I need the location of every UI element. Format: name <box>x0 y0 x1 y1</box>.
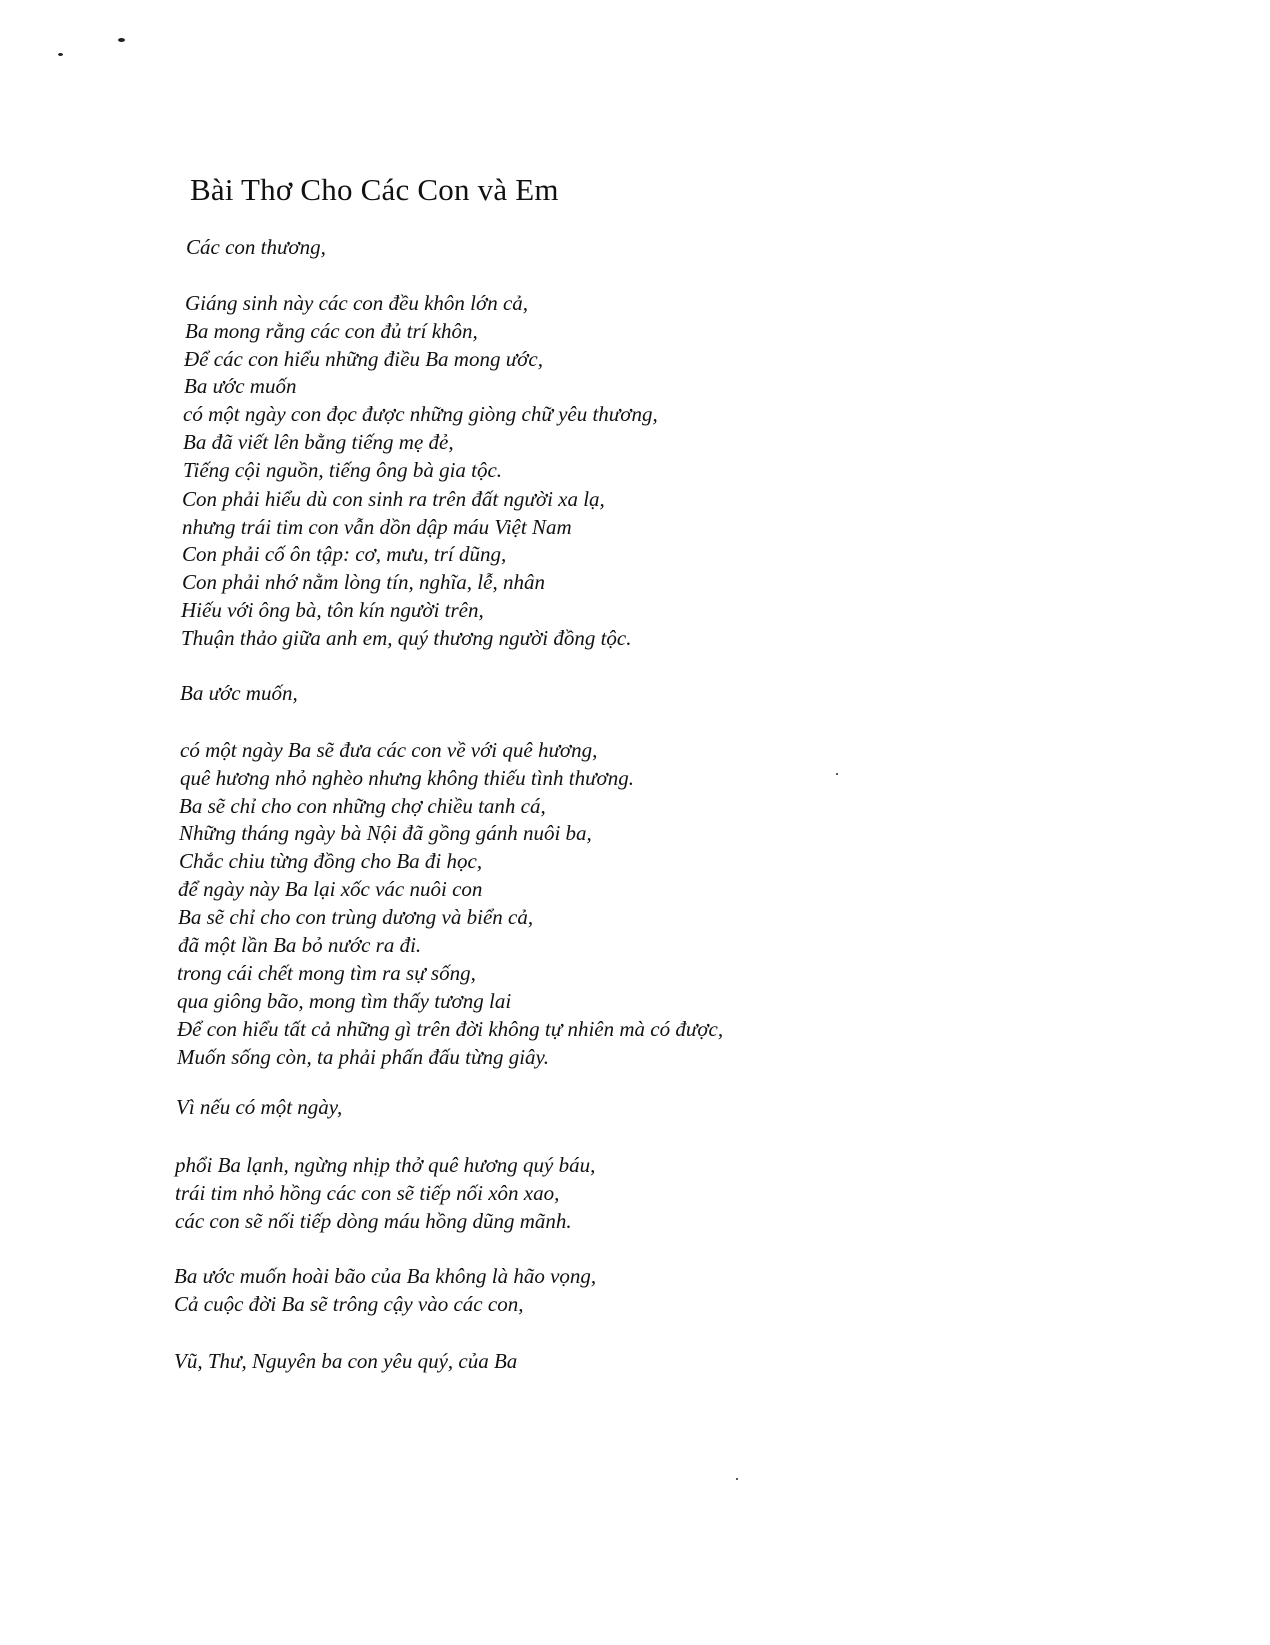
poem-line: Những tháng ngày bà Nội đã gồng gánh nuôi ba, <box>179 821 592 845</box>
poem-line: Tiếng cội nguồn, tiếng ông bà gia tộc. <box>183 458 503 482</box>
poem-line: Thuận thảo giữa anh em, quý thương người đồng tộc. <box>181 626 632 650</box>
poem-line: Con phải nhớ nằm lòng tín, nghĩa, lễ, nhân <box>182 570 545 594</box>
poem-line: quê hương nhỏ nghèo nhưng không thiếu tình thương. <box>180 766 634 790</box>
poem-line: Vì nếu có một ngày, <box>176 1095 343 1119</box>
poem-line: Ba đã viết lên bằng tiếng mẹ đẻ, <box>183 430 454 454</box>
greeting-line: Các con thương, <box>186 235 326 259</box>
poem-line: Ba mong rằng các con đủ trí khôn, <box>185 319 478 343</box>
poem-line: Con phải hiểu dù con sinh ra trên đất người xa lạ, <box>182 487 605 511</box>
poem-line: Cả cuộc đời Ba sẽ trông cậy vào các con, <box>174 1292 524 1316</box>
scan-speck <box>118 38 125 42</box>
signature-line: Vũ, Thư, Nguyên ba con yêu quý, của Ba <box>174 1349 518 1373</box>
poem-line: Ba ước muốn, <box>180 681 298 705</box>
poem-line: Ba sẽ chỉ cho con trùng dương và biển cả, <box>178 905 534 929</box>
poem-line: trong cái chết mong tìm ra sự sống, <box>177 961 476 985</box>
poem-line: các con sẽ nối tiếp dòng máu hồng dũng mãnh. <box>175 1209 572 1233</box>
poem-line: Hiếu với ông bà, tôn kín người trên, <box>181 598 484 622</box>
poem-line: qua giông bão, mong tìm thấy tương lai <box>177 989 512 1013</box>
poem-line: Để các con hiểu những điều Ba mong ước, <box>184 347 543 371</box>
poem-line: nhưng trái tim con vẫn dồn dập máu Việt Nam <box>182 515 572 539</box>
poem-line: có một ngày Ba sẽ đưa các con về với quê hương, <box>180 738 598 762</box>
poem-title: Bài Thơ Cho Các Con và Em <box>190 172 559 207</box>
poem-line: Để con hiểu tất cả những gì trên đời không tự nhiên mà có được, <box>177 1017 724 1041</box>
scan-speck <box>836 773 838 775</box>
scan-speck <box>58 53 63 56</box>
poem-line: Giáng sinh này các con đều khôn lớn cả, <box>185 291 529 315</box>
poem-line: trái tim nhỏ hồng các con sẽ tiếp nối xôn xao, <box>175 1181 560 1205</box>
poem-line: đã một lần Ba bỏ nước ra đi. <box>178 933 422 957</box>
poem-line: phổi Ba lạnh, ngừng nhịp thở quê hương quý báu, <box>175 1153 596 1177</box>
poem-line: có một ngày con đọc được những giòng chữ yêu thương, <box>183 402 658 426</box>
poem-line: để ngày này Ba lại xốc vác nuôi con <box>178 877 483 901</box>
poem-line: Ba ước muốn hoài bão của Ba không là hão vọng, <box>174 1264 597 1288</box>
poem-line: Ba sẽ chỉ cho con những chợ chiều tanh cá, <box>179 794 546 818</box>
poem-line: Muốn sống còn, ta phải phấn đấu từng giây. <box>177 1045 549 1069</box>
poem-line: Chắc chiu từng đồng cho Ba đi học, <box>179 849 483 873</box>
scan-speck <box>736 1478 738 1480</box>
poem-line: Ba ước muốn <box>184 374 297 398</box>
poem-line: Con phải cố ôn tập: cơ, mưu, trí dũng, <box>182 542 507 566</box>
